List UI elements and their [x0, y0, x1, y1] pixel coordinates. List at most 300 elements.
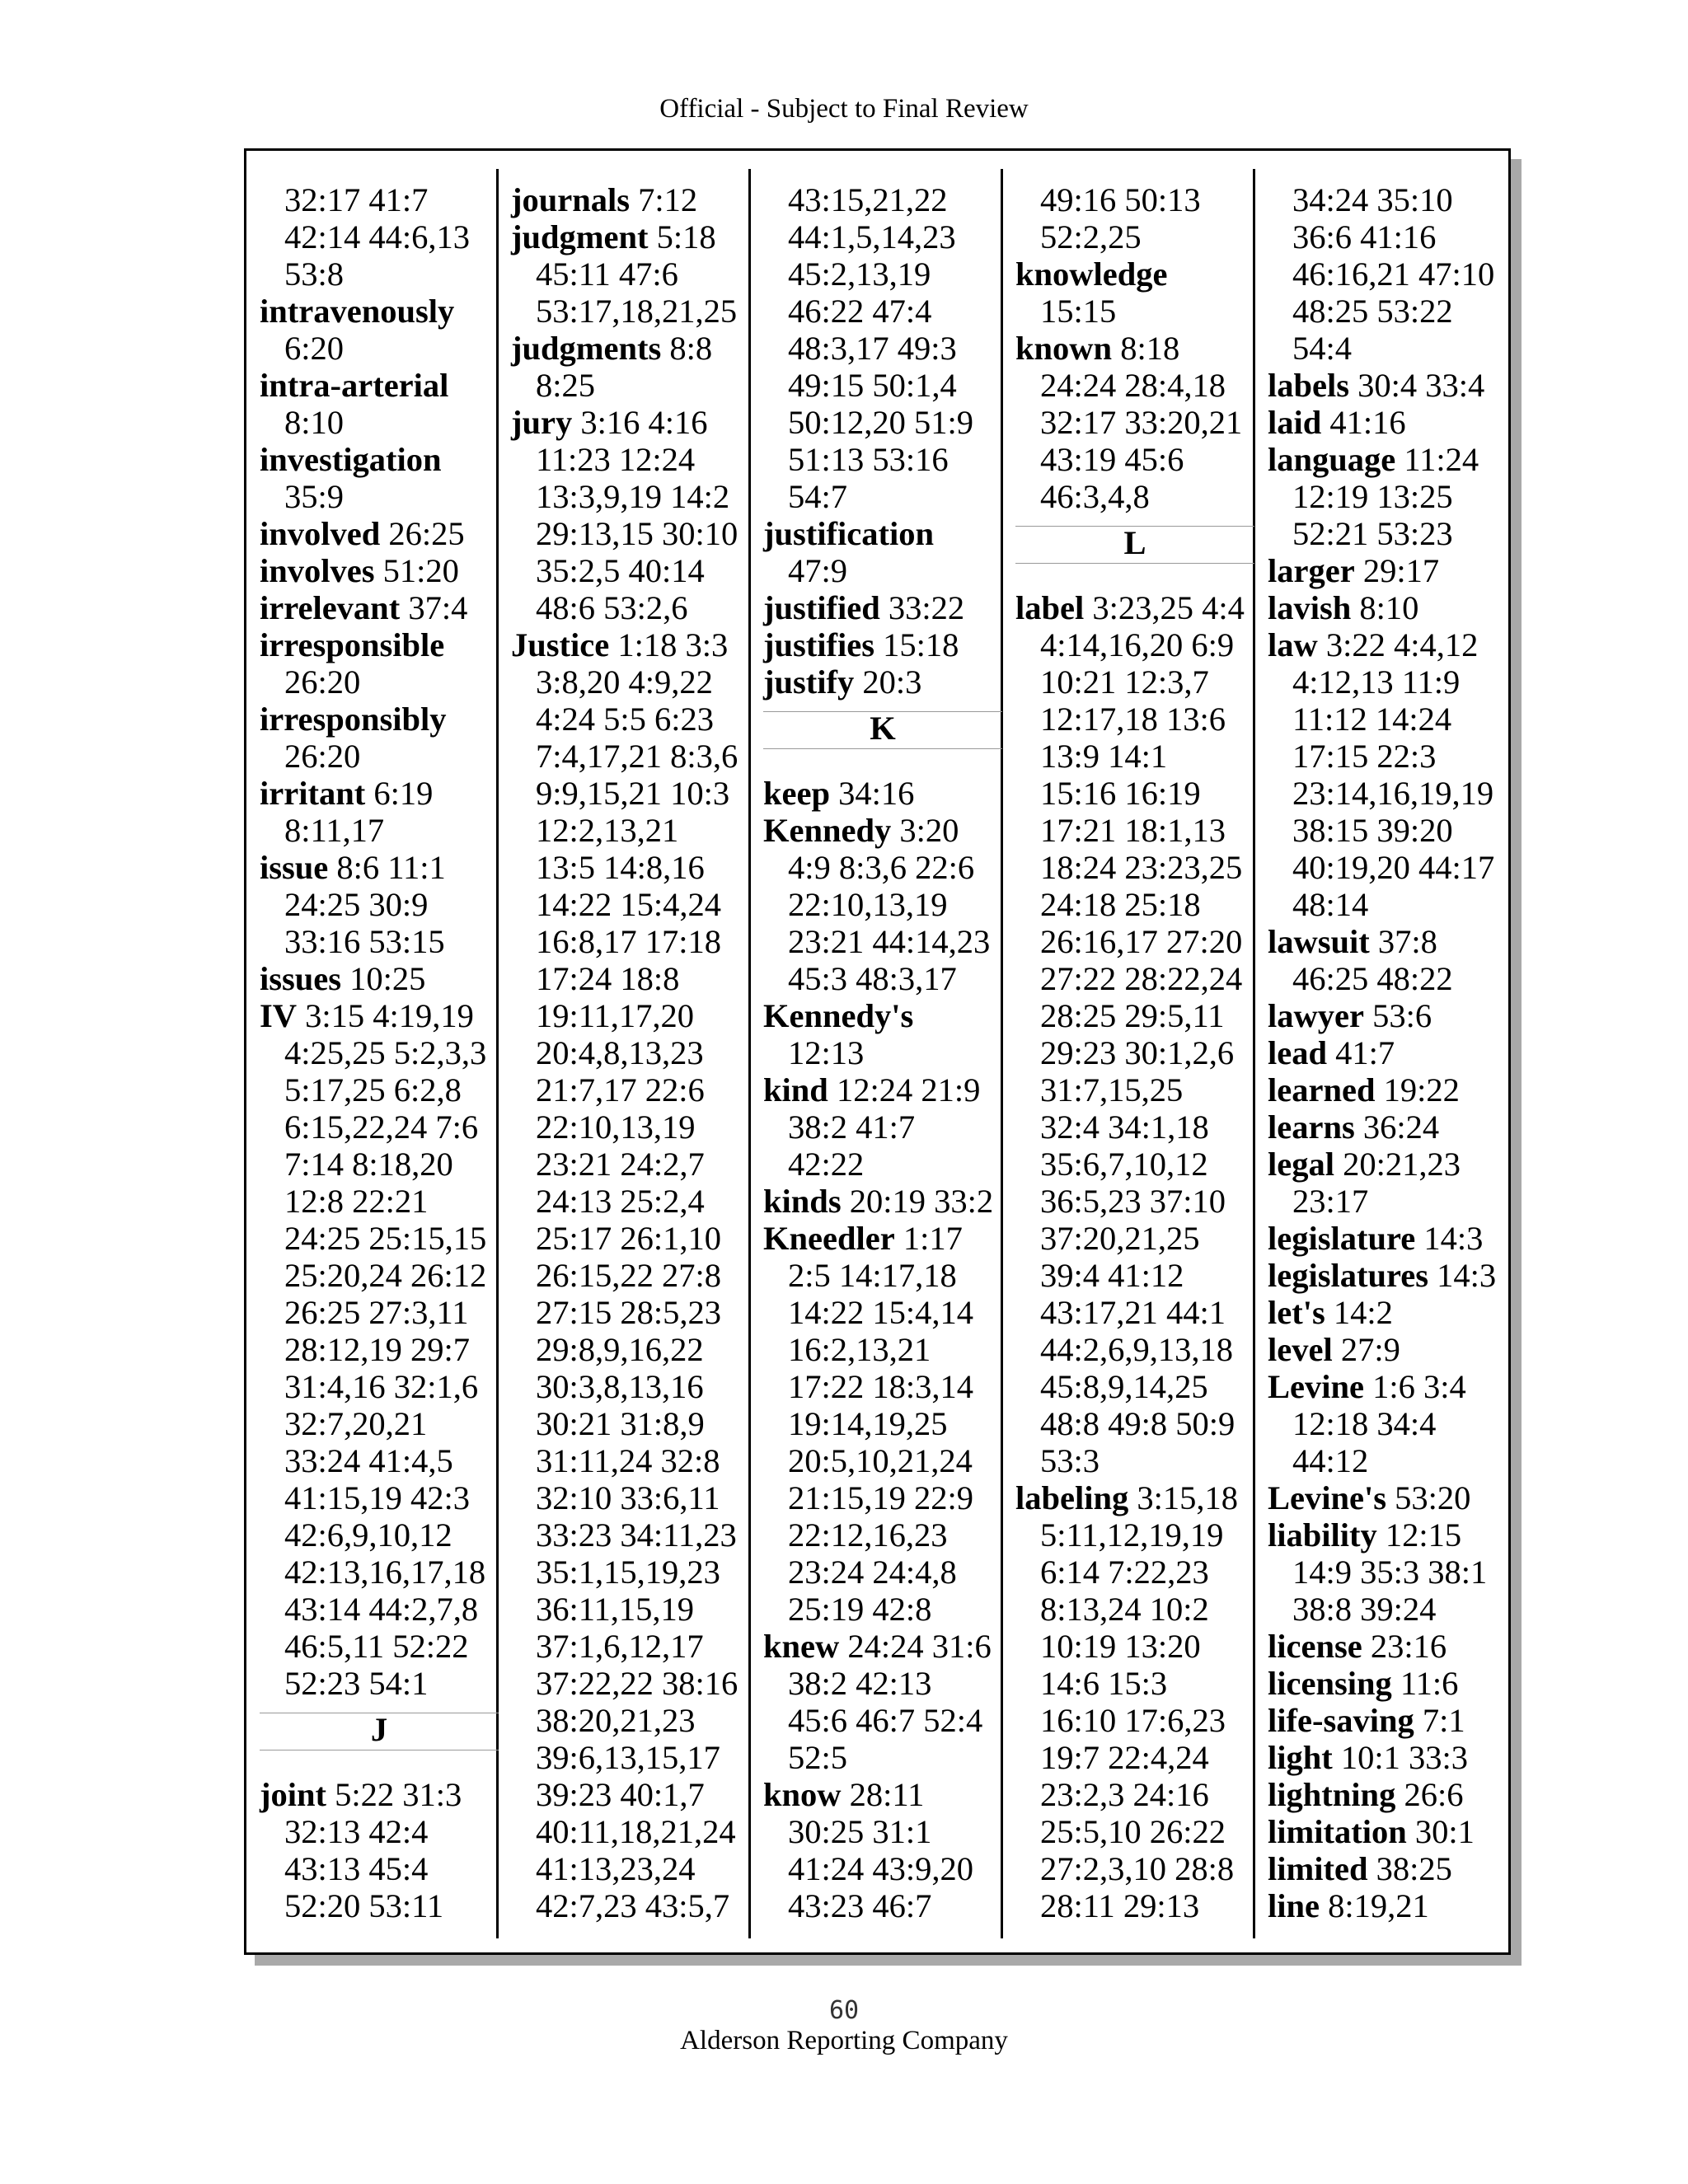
entry-first-line	[511, 330, 750, 367]
entry-first-line	[260, 701, 499, 738]
entry-first-line	[1268, 1628, 1507, 1665]
page-references: 51:13 53:16	[788, 441, 949, 478]
entry-first-line	[1268, 1739, 1507, 1776]
index-term: kinds	[763, 1183, 842, 1220]
index-term: irrelevant	[260, 589, 401, 626]
index-term: light	[1268, 1739, 1333, 1776]
page-references: 19:22	[1383, 1071, 1460, 1108]
entry-first-line	[1268, 626, 1507, 663]
page-references: 23:21 44:14,23	[788, 923, 991, 960]
index-entry	[1268, 1146, 1507, 1220]
page-references: 21:15,19 22:9	[788, 1479, 974, 1516]
entry-first-line	[260, 293, 499, 330]
page-references: 25:5,10 26:22	[1040, 1813, 1226, 1850]
page-references: 11:23 12:24	[536, 441, 696, 478]
index-term: irritant	[260, 775, 366, 812]
entry-first-line	[260, 626, 499, 663]
page-references: 42:6,9,10,12	[284, 1516, 452, 1554]
index-term: kind	[763, 1071, 828, 1108]
index-term: involved	[260, 515, 381, 552]
page-references: 5:22 31:3	[335, 1776, 462, 1813]
page-references: 8:25	[536, 367, 596, 404]
entry-first-line	[1015, 589, 1254, 626]
index-term: intravenously	[260, 293, 455, 330]
index-entry	[1268, 1294, 1507, 1331]
page-references: 53:3	[1040, 1442, 1100, 1479]
page-references: 43:23 46:7	[788, 1887, 932, 1924]
page-references: 48:8 49:8 50:9	[1040, 1405, 1236, 1442]
index-entry	[260, 589, 499, 626]
page-references: 25:19 42:8	[788, 1591, 932, 1628]
page-references: 28:11 29:13	[1040, 1887, 1200, 1924]
index-column-4	[1015, 181, 1254, 1924]
page-references: 20:3	[862, 663, 922, 701]
index-entry	[763, 812, 1002, 997]
page-references: 12:15	[1385, 1516, 1462, 1554]
entry-first-line	[1268, 1479, 1507, 1516]
index-entry	[1268, 1665, 1507, 1702]
page-references: 8:8	[669, 330, 713, 367]
page-references: 34:24 35:10	[1292, 181, 1453, 218]
page-references: 11:12 14:24	[1292, 701, 1452, 738]
section-rule	[1015, 563, 1254, 564]
page-references: 23:2,3 24:16	[1040, 1776, 1209, 1813]
page-references: 18:24 23:23,25	[1040, 849, 1243, 886]
index-entry	[1268, 1776, 1507, 1813]
index-term: Levine	[1268, 1368, 1364, 1405]
page-references: 38:2 42:13	[788, 1665, 932, 1702]
page-references: 4:9 8:3,6 22:6	[788, 849, 975, 886]
page-references: 29:13,15 30:10	[536, 515, 738, 552]
entry-first-line	[763, 1183, 1002, 1220]
page-references: 12:24 21:9	[836, 1071, 981, 1108]
entry-first-line	[1268, 923, 1507, 960]
page-references: 19:7 22:4,24	[1040, 1739, 1209, 1776]
page-references: 33:23 34:11,23	[536, 1516, 737, 1554]
page-references: 23:17	[1292, 1183, 1369, 1220]
index-term: keep	[763, 775, 830, 812]
page-references: 10:19 13:20	[1040, 1628, 1201, 1665]
entry-first-line	[1015, 330, 1254, 367]
entry-first-line	[763, 663, 1002, 701]
page-references: 10:21 12:3,7	[1040, 663, 1209, 701]
letter-section-header	[763, 701, 1002, 775]
index-term: judgment	[511, 218, 649, 255]
page-references: 48:25 53:22	[1292, 293, 1453, 330]
index-term: issue	[260, 849, 329, 886]
page-references: 24:18 25:18	[1040, 886, 1201, 923]
index-entry	[511, 626, 750, 1924]
page-references: 37:20,21,25	[1040, 1220, 1200, 1257]
page-references: 27:15 28:5,23	[536, 1294, 722, 1331]
index-term: justifies	[763, 626, 874, 663]
page-references: 23:14,16,19,19	[1292, 775, 1494, 812]
page-references: 6:20	[284, 330, 345, 367]
page-references: 42:13,16,17,18	[284, 1554, 486, 1591]
entry-first-line	[1268, 1702, 1507, 1739]
index-term: involves	[260, 552, 375, 589]
page-references: 3:15 4:19,19	[305, 997, 474, 1034]
page-references: 12:8 22:21	[284, 1183, 429, 1220]
page-references: 15:18	[883, 626, 959, 663]
page-references: 31:4,16 32:1,6	[284, 1368, 479, 1405]
index-term: Kennedy's	[763, 997, 914, 1034]
entry-first-line	[1268, 1665, 1507, 1702]
page-references: 11:24	[1404, 441, 1479, 478]
page-references: 7:12	[638, 181, 698, 218]
index-term: level	[1268, 1331, 1333, 1368]
page-references: 36:5,23 37:10	[1040, 1183, 1226, 1220]
page-references: 15:16 16:19	[1040, 775, 1201, 812]
page-references: 17:24 18:8	[536, 960, 680, 997]
page-references: 23:21 24:2,7	[536, 1146, 705, 1183]
index-entry	[1268, 997, 1507, 1034]
index-entry	[1268, 1739, 1507, 1776]
index-term: joint	[260, 1776, 326, 1813]
index-column-5	[1268, 181, 1507, 1924]
page-references: 30:1	[1414, 1813, 1475, 1850]
index-entry	[1268, 923, 1507, 997]
page-references: 14:2	[1333, 1294, 1393, 1331]
page-header: Official - Subject to Final Review	[659, 94, 1029, 124]
index-term: licensing	[1268, 1665, 1392, 1702]
index-term: investigation	[260, 441, 442, 478]
page-references: 24:24 31:6	[847, 1628, 992, 1665]
page-references: 3:22 4:4,12	[1325, 626, 1479, 663]
page-references: 51:20	[382, 552, 459, 589]
page-references: 45:3 48:3,17	[788, 960, 957, 997]
page-references: 22:12,16,23	[788, 1516, 948, 1554]
page-references: 21:7,17 22:6	[536, 1071, 705, 1108]
index-term: life-saving	[1268, 1702, 1414, 1739]
page-references: 14:3	[1437, 1257, 1497, 1294]
page-references: 12:2,13,21	[536, 812, 679, 849]
index-term: label	[1015, 589, 1085, 626]
index-entry	[1015, 181, 1254, 255]
page-references: 52:5	[788, 1739, 848, 1776]
index-term: knowledge	[1015, 255, 1168, 293]
index-entry	[763, 1628, 1002, 1776]
page-references: 46:25 48:22	[1292, 960, 1453, 997]
page-references: 3:8,20 4:9,22	[536, 663, 713, 701]
entry-first-line	[763, 997, 1002, 1034]
page-references: 23:16	[1370, 1628, 1447, 1665]
page-references: 53:8	[284, 255, 345, 293]
page-references: 29:17	[1362, 552, 1440, 589]
entry-first-line	[763, 1071, 1002, 1108]
footer-company: Alderson Reporting Company	[680, 2026, 1008, 2055]
page-references: 39:4 41:12	[1040, 1257, 1184, 1294]
page-references: 6:15,22,24 7:6	[284, 1108, 479, 1146]
page-references: 6:14 7:22,23	[1040, 1554, 1209, 1591]
page-references: 38:25	[1376, 1850, 1452, 1887]
page-references: 4:24 5:5 6:23	[536, 701, 715, 738]
index-term: justification	[763, 515, 934, 552]
page-references: 37:8	[1377, 923, 1437, 960]
letter-section-header	[260, 1702, 499, 1776]
index-entry	[260, 181, 499, 293]
index-entry	[763, 663, 1002, 701]
index-entry	[763, 1183, 1002, 1220]
page-references: 39:23 40:1,7	[536, 1776, 705, 1813]
page-references: 7:1	[1422, 1702, 1465, 1739]
entry-first-line	[260, 775, 499, 812]
page-references: 52:23 54:1	[284, 1665, 429, 1702]
index-term: learns	[1268, 1108, 1355, 1146]
page-references: 26:15,22 27:8	[536, 1257, 722, 1294]
page-references: 1:17	[903, 1220, 963, 1257]
index-entry	[260, 1776, 499, 1924]
index-entry	[511, 181, 750, 218]
page-references: 40:19,20 44:17	[1292, 849, 1495, 886]
page-references: 8:19,21	[1328, 1887, 1429, 1924]
index-term: justified	[763, 589, 880, 626]
page-references: 3:16 4:16	[580, 404, 708, 441]
page-references: 35:1,15,19,23	[536, 1554, 720, 1591]
index-entry	[260, 701, 499, 775]
page-references: 6:19	[373, 775, 434, 812]
index-term: liability	[1268, 1516, 1377, 1554]
page-references: 42:14 44:6,13	[284, 218, 471, 255]
entry-first-line	[1268, 997, 1507, 1034]
page-references: 9:9,15,21 10:3	[536, 775, 730, 812]
page-references: 53:17,18,21,25	[536, 293, 738, 330]
index-term: judgments	[511, 330, 662, 367]
page-references: 49:15 50:1,4	[788, 367, 957, 404]
page-references: 48:6 53:2,6	[536, 589, 688, 626]
page-references: 4:12,13 11:9	[1292, 663, 1461, 701]
index-entry	[511, 218, 750, 330]
index-term: license	[1268, 1628, 1362, 1665]
page-references: 20:5,10,21,24	[788, 1442, 973, 1479]
page-references: 45:2,13,19	[788, 255, 931, 293]
page-references: 33:16 53:15	[284, 923, 445, 960]
index-entry	[1268, 552, 1507, 589]
page-references: 12:18 34:4	[1292, 1405, 1437, 1442]
page-references: 27:22 28:22,24	[1040, 960, 1243, 997]
page-references: 40:11,18,21,24	[536, 1813, 736, 1850]
index-entry	[763, 1071, 1002, 1183]
index-term: line	[1268, 1887, 1320, 1924]
page-references: 35:6,7,10,12	[1040, 1146, 1208, 1183]
index-term: legal	[1268, 1146, 1334, 1183]
page-references: 26:20	[284, 738, 361, 775]
page-references: 24:25 25:15,15	[284, 1220, 487, 1257]
index-entry	[260, 775, 499, 849]
page-references: 31:11,24 32:8	[536, 1442, 720, 1479]
entry-first-line	[260, 589, 499, 626]
page-references: 11:6	[1400, 1665, 1459, 1702]
page-references: 35:9	[284, 478, 345, 515]
page-references: 44:1,5,14,23	[788, 218, 956, 255]
page-references: 49:16 50:13	[1040, 181, 1201, 218]
page-references: 26:25 27:3,11	[284, 1294, 469, 1331]
page-references: 13:9 14:1	[1040, 738, 1168, 775]
index-term: legislatures	[1268, 1257, 1428, 1294]
index-entry	[1268, 181, 1507, 367]
page-references: 41:13,23,24	[536, 1850, 696, 1887]
page-references: 46:16,21 47:10	[1292, 255, 1495, 293]
page-references: 24:13 25:2,4	[536, 1183, 705, 1220]
entry-first-line	[1268, 1108, 1507, 1146]
index-entry	[511, 404, 750, 626]
entry-first-line	[260, 441, 499, 478]
index-term: let's	[1268, 1294, 1325, 1331]
index-entry	[1268, 1034, 1507, 1071]
page-references: 10:1 33:3	[1340, 1739, 1469, 1776]
page-references: 5:18	[656, 218, 716, 255]
page-references: 43:14 44:2,7,8	[284, 1591, 479, 1628]
entry-first-line	[763, 589, 1002, 626]
entry-first-line	[1268, 1516, 1507, 1554]
page-references: 10:25	[349, 960, 426, 997]
index-term: lawsuit	[1268, 923, 1370, 960]
entry-first-line	[260, 960, 499, 997]
page-references: 36:24	[1362, 1108, 1440, 1146]
page-references: 38:8 39:24	[1292, 1591, 1437, 1628]
page-references: 3:20	[899, 812, 959, 849]
page-number: 60	[828, 1996, 860, 2025]
entry-first-line	[260, 1776, 499, 1813]
page-references: 3:23,25 4:4	[1092, 589, 1245, 626]
page-references: 37:4	[408, 589, 468, 626]
letter-section-header	[1015, 515, 1254, 589]
index-entry	[1015, 589, 1254, 1479]
page-references: 33:24 41:4,5	[284, 1442, 453, 1479]
page-references: 41:24 43:9,20	[788, 1850, 974, 1887]
index-term: law	[1268, 626, 1318, 663]
index-term: knew	[763, 1628, 840, 1665]
page-references: 32:10 33:6,11	[536, 1479, 720, 1516]
entry-first-line	[763, 775, 1002, 812]
page-references: 14:22 15:4,24	[536, 886, 722, 923]
page-references: 14:9 35:3 38:1	[1292, 1554, 1488, 1591]
index-term: journals	[511, 181, 631, 218]
entry-first-line	[1268, 441, 1507, 478]
page-references: 26:20	[284, 663, 361, 701]
entry-first-line	[1268, 1034, 1507, 1071]
index-term: laid	[1268, 404, 1322, 441]
page-references: 46:3,4,8	[1040, 478, 1150, 515]
page-references: 52:2,25	[1040, 218, 1142, 255]
index-term: limitation	[1268, 1813, 1407, 1850]
entry-first-line	[1015, 1479, 1254, 1516]
page-references: 22:10,13,19	[788, 886, 948, 923]
index-entry	[1268, 1813, 1507, 1850]
index-term: justify	[763, 663, 855, 701]
index-term: larger	[1268, 552, 1355, 589]
page-references: 29:23 30:1,2,6	[1040, 1034, 1235, 1071]
page-references: 17:22 18:3,14	[788, 1368, 974, 1405]
page-references: 32:7,20,21	[284, 1405, 428, 1442]
index-entry	[1268, 1220, 1507, 1257]
entry-first-line	[1268, 1146, 1507, 1183]
entry-first-line	[1268, 1368, 1507, 1405]
entry-first-line	[1268, 552, 1507, 589]
page-references: 50:12,20 51:9	[788, 404, 974, 441]
page-references: 38:15 39:20	[1292, 812, 1453, 849]
page-references: 32:17 33:20,21	[1040, 404, 1243, 441]
index-term: irresponsible	[260, 626, 445, 663]
index-entry	[260, 960, 499, 997]
page-references: 41:16	[1329, 404, 1406, 441]
page-references: 28:12,19 29:7	[284, 1331, 471, 1368]
index-entry	[1268, 1479, 1507, 1516]
page-references: 4:14,16,20 6:9	[1040, 626, 1235, 663]
entry-first-line	[260, 997, 499, 1034]
page-references: 5:11,12,19,19	[1040, 1516, 1224, 1554]
index-term: intra-arterial	[260, 367, 449, 404]
index-entry	[1268, 1887, 1507, 1924]
page-references: 53:20	[1395, 1479, 1471, 1516]
index-entry	[763, 997, 1002, 1071]
index-entry	[260, 367, 499, 441]
index-entry	[763, 589, 1002, 626]
entry-first-line	[260, 849, 499, 886]
entry-first-line	[260, 515, 499, 552]
index-term: lavish	[1268, 589, 1352, 626]
page-references: 37:22,22 38:16	[536, 1665, 738, 1702]
page-references: 23:24 24:4,8	[788, 1554, 957, 1591]
page-references: 1:6 3:4	[1372, 1368, 1466, 1405]
page-references: 8:18	[1120, 330, 1180, 367]
entry-first-line	[511, 626, 750, 663]
index-term: labels	[1268, 367, 1350, 404]
page-references: 36:11,15,19	[536, 1591, 694, 1628]
index-entry	[763, 1220, 1002, 1628]
index-column-1	[260, 181, 499, 1924]
page-references: 12:13	[788, 1034, 865, 1071]
index-entry	[1015, 255, 1254, 330]
index-entry	[511, 330, 750, 404]
index-term: lawyer	[1268, 997, 1364, 1034]
entry-first-line	[260, 367, 499, 404]
entry-first-line	[763, 1220, 1002, 1257]
entry-first-line	[1268, 1331, 1507, 1368]
page-references: 33:22	[888, 589, 965, 626]
entry-first-line	[1268, 1813, 1507, 1850]
index-entry	[1268, 1108, 1507, 1146]
index-term: legislature	[1268, 1220, 1416, 1257]
index-entry	[1268, 1516, 1507, 1628]
page-references: 43:17,21 44:1	[1040, 1294, 1226, 1331]
page-references: 19:11,17,20	[536, 997, 694, 1034]
page-references: 48:3,17 49:3	[788, 330, 957, 367]
page-references: 20:19 33:2	[849, 1183, 994, 1220]
index-entry	[1268, 1257, 1507, 1294]
entry-first-line	[1268, 589, 1507, 626]
page-references: 30:3,8,13,16	[536, 1368, 704, 1405]
page-references: 27:9	[1340, 1331, 1400, 1368]
page-references: 12:17,18 13:6	[1040, 701, 1226, 738]
page-references: 32:17 41:7	[284, 181, 429, 218]
page-references: 16:8,17 17:18	[536, 923, 722, 960]
entry-first-line	[763, 515, 1002, 552]
section-letter: J	[370, 1711, 388, 1748]
section-letter: L	[1123, 524, 1146, 561]
index-term: know	[763, 1776, 842, 1813]
entry-first-line	[1268, 1294, 1507, 1331]
page-references: 7:4,17,21 8:3,6	[536, 738, 738, 775]
page-references: 30:4 33:4	[1357, 367, 1485, 404]
page-references: 26:6	[1404, 1776, 1464, 1813]
page-references: 54:4	[1292, 330, 1353, 367]
entry-first-line	[1015, 255, 1254, 293]
index-term: language	[1268, 441, 1396, 478]
page-references: 8:11,17	[284, 812, 385, 849]
entry-first-line	[763, 812, 1002, 849]
page-references: 36:6 41:16	[1292, 218, 1437, 255]
